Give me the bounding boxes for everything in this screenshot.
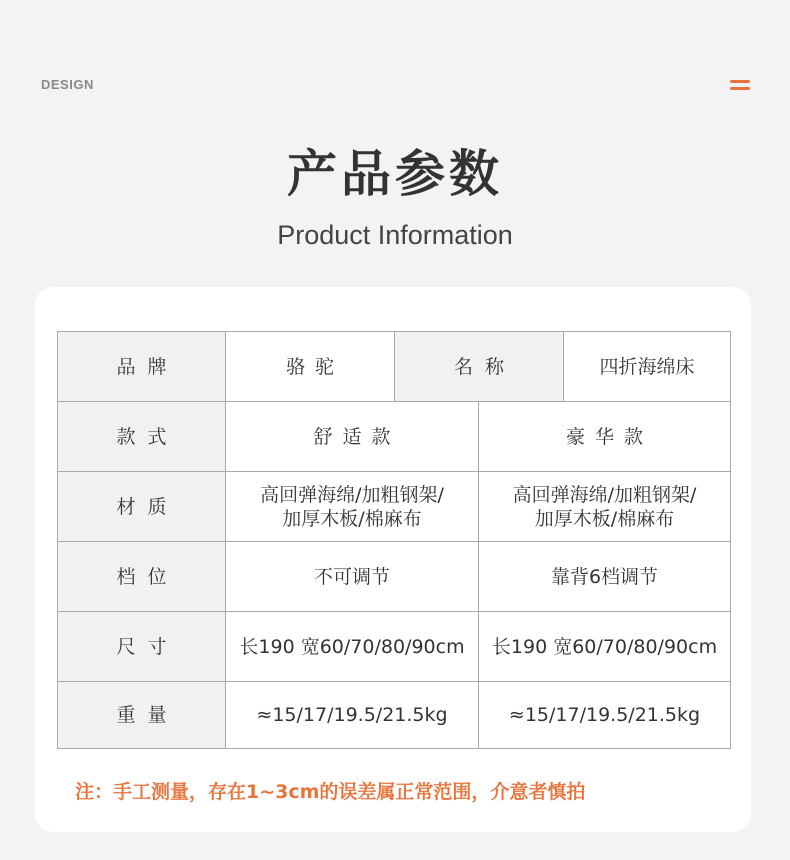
material-comfort-line2: 加厚木板/棉麻布 xyxy=(282,507,422,530)
weight-luxury: ≈15/17/19.5/21.5kg xyxy=(478,681,731,749)
gear-luxury: 靠背6档调节 xyxy=(478,541,731,612)
style-luxury: 豪华款 xyxy=(478,401,731,472)
size-comfort: 长190 宽60/70/80/90cm xyxy=(225,611,479,682)
material-luxury xyxy=(478,471,731,542)
design-label: DESIGN xyxy=(41,77,94,92)
material-luxury-line2: 加厚木板/棉麻布 xyxy=(534,507,675,530)
size-label: 尺寸 xyxy=(57,611,226,682)
material-comfort xyxy=(225,471,479,542)
material-label: 材质 xyxy=(57,471,226,542)
spec-table xyxy=(57,331,731,749)
measurement-note: 注：手工测量，存在1~3cm的误差属正常范围，介意者慎拍 xyxy=(75,781,586,803)
material-comfort-line1: 高回弹海绵/加粗钢架/ xyxy=(260,483,444,506)
gear-comfort: 不可调节 xyxy=(225,541,479,612)
name-value: 四折海绵床 xyxy=(563,331,731,402)
style-comfort: 舒适款 xyxy=(225,401,479,472)
name-label: 名称 xyxy=(394,331,564,402)
size-luxury: 长190 宽60/70/80/90cm xyxy=(478,611,731,682)
spec-card xyxy=(35,287,751,832)
weight-comfort: ≈15/17/19.5/21.5kg xyxy=(225,681,479,749)
brand-value: 骆驼 xyxy=(225,331,395,402)
brand-label: 品牌 xyxy=(57,331,226,402)
style-label: 款式 xyxy=(57,401,226,472)
gear-label: 档位 xyxy=(57,541,226,612)
menu-icon[interactable] xyxy=(730,80,750,92)
page-title: 产品参数 xyxy=(287,145,503,203)
material-luxury-line1: 高回弹海绵/加粗钢架/ xyxy=(512,483,697,506)
weight-label: 重量 xyxy=(57,681,226,749)
page-subtitle: Product Information xyxy=(277,220,513,250)
